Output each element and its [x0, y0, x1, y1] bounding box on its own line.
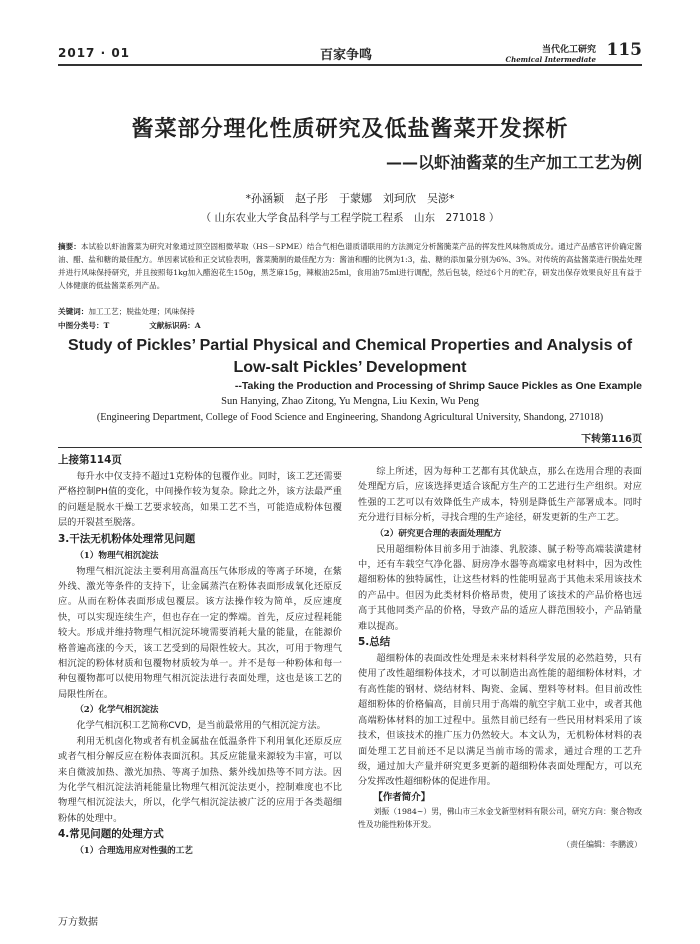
issue-label: 2017 · 01	[58, 46, 131, 60]
responsible-editor: （责任编辑：李鹏波）	[562, 840, 642, 850]
subsection-heading: （2）化学气相沉淀法	[75, 705, 159, 716]
subsection-heading: （2）研究更合理的表面处理配方	[375, 528, 502, 539]
section-heading: 3.干法无机粉体处理常见问题	[58, 532, 196, 545]
header-rule	[58, 64, 642, 66]
english-affiliation: (Engineering Department, College of Food Science and Engineering, Shandong Agricultural University, Shandong, 271018)	[96, 412, 604, 423]
keywords-text: 加工工艺；脱盐处理；风味保持	[88, 307, 195, 316]
section-heading: 4.常见问题的处理方式	[58, 828, 164, 841]
clc-value: T	[103, 321, 110, 330]
paragraph: 民用超细粉体目前多用于油漆、乳胶漆、腻子粉等高端装潢建材中，还有车载空气净化器、厨房净水器等高端家电材料中，因为改性超细粉体的独特属性，让这些材料的性能明显高于其他未采用该技术的产品中。但因为此类材料价格昂贵，使用了该技术的产品价格也远高于其他同类产品的价格，导致产品的适应人群范围较小，产品销量难以提高。	[358, 543, 642, 632]
right-column	[358, 464, 642, 853]
paragraph: 化学气相沉积工艺简称CVD，是当前最常用的气相沉淀方法。	[76, 720, 326, 732]
doc-code-value: A	[194, 321, 201, 330]
footer-watermark: 万方数据	[58, 917, 98, 928]
abstract-text: 本试验以虾油酱菜为研究对象通过顶空固相微萃取（HS－SPME）结合气相色谱质谱联用的方法测定分析酱腌菜产品的挥发性风味物质成分。通过产品感官评价确定酱油、醋、盐和糖的最佳配方。单因素试验和正交试验表明，酱菜腌制的最佳配方为：酱油和醋的比例为1:3，盐、糖的添加量分别为6%、3%。对传统的高盐酱菜进行脱盐处理并进行风味保持研究，并且按照每1kg加入醋泡花生150g，黑芝麻15g，辣椒油25ml，食用油75ml进行调配，然后包装，经过6个月的贮存，研发出保存效果良好且有益于人体健康的低盐酱菜系列产品。	[58, 242, 642, 290]
continued-on-label: 下转第116页	[581, 434, 642, 445]
paragraph: 利用无机卤化物或者有机金属盐在低温条件下利用氧化还原反应或者气相分解反应在粉体表面沉积。其反应能量来源较为丰富，可以来自微波加热、激光加热、等离子加热、紫外线加热等不同方法。因为化学气相沉淀法消耗能量比物理气相沉淀法更小，控制难度也不比物理气相沉淀法大，所以，化学气相沉淀法被广泛的应用于各类超细粉体的处理中。	[58, 735, 342, 824]
subsection-heading: （1）物理气相沉淀法	[75, 550, 159, 561]
section-heading: 5.总结	[358, 636, 391, 649]
subsection-heading: （1）合理选用应对性强的工艺	[75, 846, 193, 857]
left-column	[58, 452, 342, 859]
keywords-label: 关键词：	[58, 307, 89, 316]
doc-code-label: 文献标识码：	[149, 321, 195, 330]
abstract	[58, 240, 642, 292]
clc-label: 中图分类号：	[58, 321, 104, 330]
section-rule	[58, 447, 642, 448]
journal-name-cn: 当代化工研究	[541, 45, 596, 55]
affiliation: （ 山东农业大学食品科学与工程学院工程系 山东 271018 ）	[200, 212, 500, 224]
article-title: 酱菜部分理化性质研究及低盐酱菜开发探析	[131, 117, 569, 142]
english-authors: Sun Hanying, Zhao Zitong, Yu Mengna, Liu Kexin, Wu Peng	[221, 396, 479, 407]
page-header	[58, 38, 642, 66]
paragraph: 每升水中仅支持不超过1克粉体的包覆作业。同时，该工艺还需要严格控制PH值的变化，中间操作较为复杂。除此之外，该方法最严重的问题是脱水干燥工艺要求较高，如果工艺不当，可能造成粉体包覆层的开裂甚至脱落。	[58, 471, 342, 529]
paragraph: 综上所述，因为每种工艺都有其优缺点，那么在选用合理的表面处理配方后，应该选择更适合该配方生产的工艺进行生产组织。对应性强的工艺可以有效降低生产成本，特别是降低生产部署成本。同时充分进行目标分析，寻找合理的生产途径，研发更新的生产工艺。	[358, 466, 642, 524]
continued-from-label: 上接第114页	[58, 454, 122, 466]
author-bio-heading: 【作者简介】	[373, 791, 431, 803]
keywords	[58, 305, 642, 318]
author-list: *孙涵颖 赵子彤 于蒙娜 刘珂欣 吴澎*	[245, 192, 455, 205]
english-title: Study of Pickles’ Partial Physical and Chemical Properties and Analysis of Low-salt Pickles’ Development	[67, 337, 633, 376]
paragraph: 超细粉体的表面改性处理是未来材料科学发展的必然趋势，只有使用了改性超细粉体技术，才可以制造出高性能的超细粉体材料，才有高性能的钢材、烧结材料、陶瓷、金属、塑料等材料。但目前改性超细粉体的价格偏高，目前只用于高端的航空宇航工业中，或者其他高端粉体材料的加工过程中。虽然目前已经有一些民用材料采用了该技术，但该技术的推广压力仍然较大。本文认为，无机粉体材料的表面处理工艺目前还不足以满足当前市场的需求，通过合理的工艺升级，通过加大产量并研究更多更新的超细粉体表面处理配方，可以充分发挥改性超细粉体的促进作用。	[358, 653, 642, 788]
abstract-label: 摘要：	[58, 242, 81, 251]
column-name: 百家争鸣	[320, 48, 373, 63]
paragraph: 物理气相沉淀法主要利用高温高压气体形成的等离子环境，在紫外线、激光等条件的支持下，让金属蒸汽在粉体表面形成氧化还原反应。从而在粉体表面形成包覆层。该方法操作较为简单，反应速度快，可以实现连续生产，但也存在一定的弊端。首先，反应过程耗能较大。形成并维持物理气相沉淀环境需要消耗大量的能量，在能源价格普遍高涨的今天，该工艺受到的局限性较大。其次，可用于物理气相沉淀的粉体材质和包覆物材质较为单一。并不是每一种粉体和每一种包覆物都可以使用物理气相沉淀法进行表面处理，这也是该工艺的局限性所在。	[58, 565, 342, 700]
article-subtitle: ——以虾油酱菜的生产加工工艺为例	[385, 153, 642, 172]
author-bio: 刘振（1984~）男，佛山市三水金戈新型材料有限公司，研究方向：聚合物改性及功能性粉体开发。	[358, 807, 642, 830]
journal-logo	[506, 42, 596, 64]
english-subtitle: --Taking the Production and Processing of Shrimp Sauce Pickles as One Example	[234, 380, 642, 392]
page-number: 115	[606, 40, 642, 60]
journal-name-en: Chemical Intermediate	[505, 55, 596, 64]
classification	[58, 319, 642, 332]
